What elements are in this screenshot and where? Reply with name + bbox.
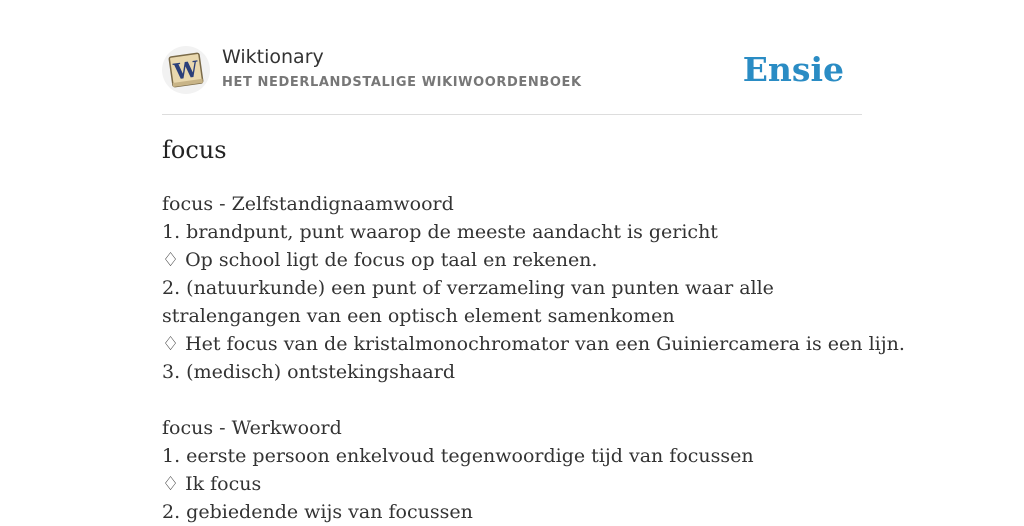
entry-heading: focus - Werkwoord xyxy=(162,417,342,439)
ensie-brand-link[interactable]: Ensie xyxy=(742,50,844,89)
definition-line: 2. (natuurkunde) een punt of verzameling van punten waar alle stralengangen van een optisch element samenkomen xyxy=(162,277,774,327)
site-subtitle: HET NEDERLANDSTALIGE WIKIWOORDENBOEK xyxy=(222,75,582,90)
wiktionary-logo-icon[interactable] xyxy=(162,46,210,94)
definition-line: 1. brandpunt, punt waarop de meeste aandacht is gericht xyxy=(162,221,718,243)
page-title: focus xyxy=(162,136,227,164)
definition-line: 3. (medisch) ontstekingshaard xyxy=(162,361,455,383)
site-header xyxy=(162,42,862,115)
site-title[interactable]: Wiktionary xyxy=(222,46,324,68)
logo-letter: W xyxy=(172,56,201,86)
definition-line: 2. gebiedende wijs van focussen xyxy=(162,501,473,523)
entry-spacer xyxy=(162,386,852,414)
example-line: ♢ Ik focus xyxy=(162,473,262,495)
example-line: ♢ Op school ligt de focus op taal en rekenen. xyxy=(162,249,598,271)
entry-heading: focus - Zelfstandignaamwoord xyxy=(162,193,454,215)
definition-content xyxy=(162,190,905,526)
example-line: ♢ Het focus van de kristalmonochromator van een Guiniercamera is een lijn. xyxy=(162,333,905,355)
definition-line: 1. eerste persoon enkelvoud tegenwoordige tijd van focussen xyxy=(162,445,754,467)
